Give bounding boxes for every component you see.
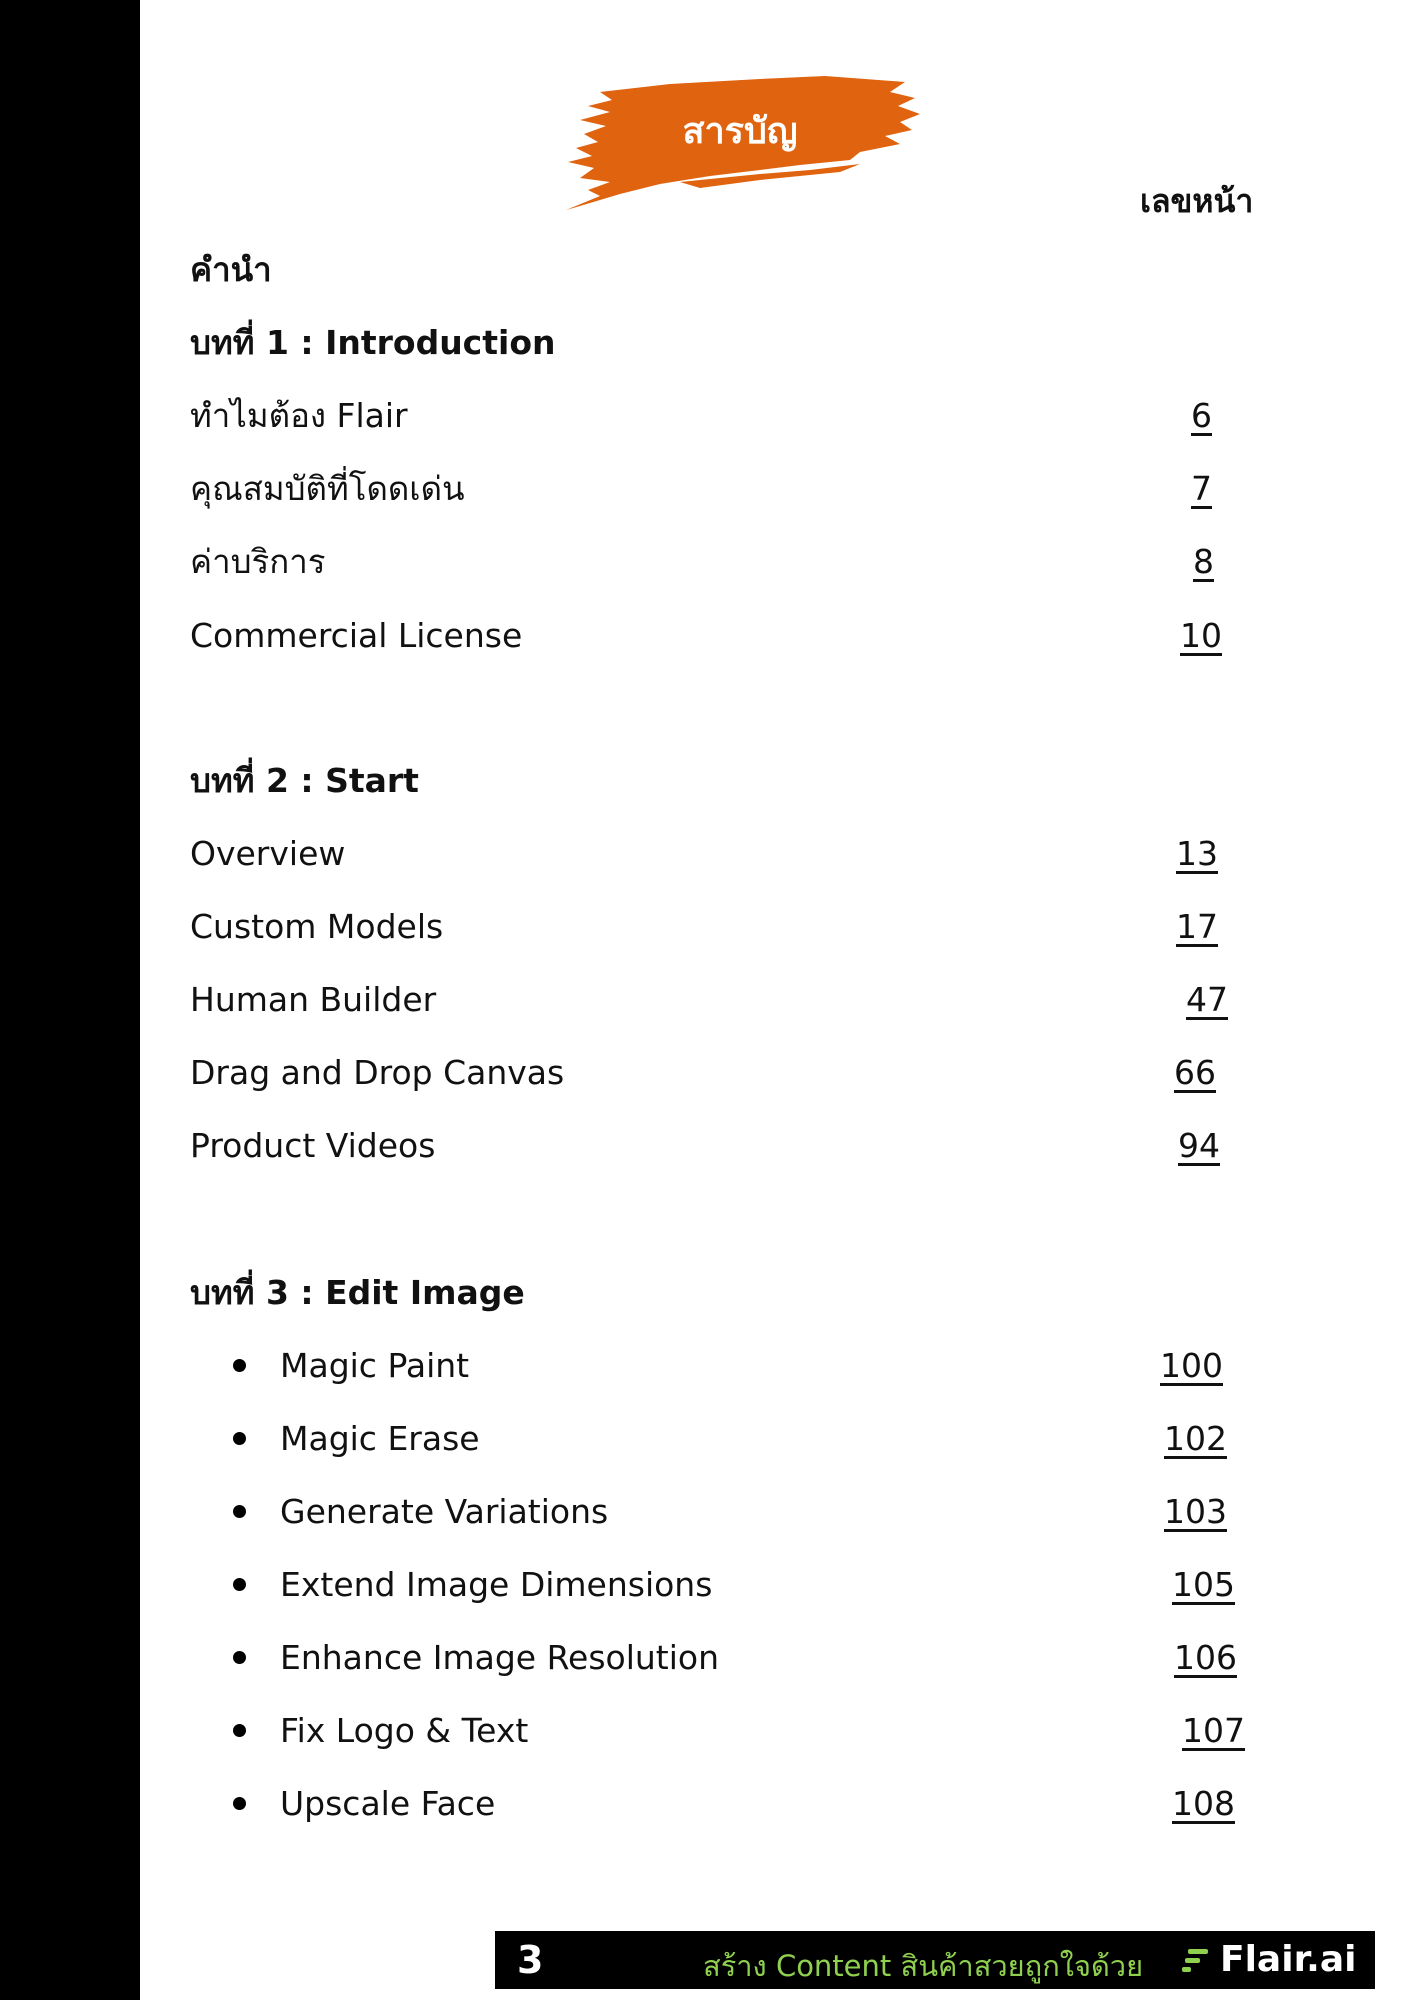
toc-page-drag-drop-canvas[interactable]: 66 bbox=[1174, 1053, 1216, 1092]
toc-item-magic-erase[interactable]: Magic Erase bbox=[280, 1419, 480, 1458]
bullet-icon bbox=[233, 1797, 246, 1810]
toc-item-custom-models[interactable]: Custom Models bbox=[190, 907, 444, 946]
chapter-1-heading[interactable]: บทที่ 1 : Introduction bbox=[190, 323, 556, 362]
toc-page-pricing[interactable]: 8 bbox=[1193, 542, 1214, 581]
page-number-column-header: เลขหน้า bbox=[1140, 182, 1254, 220]
toc-item-human-builder[interactable]: Human Builder bbox=[190, 980, 437, 1019]
toc-item-why-flair[interactable]: ทำไมต้อง Flair bbox=[190, 396, 408, 435]
toc-item-features[interactable]: คุณสมบัติที่โดดเด่น bbox=[190, 469, 465, 508]
toc-item-generate-variations[interactable]: Generate Variations bbox=[280, 1492, 609, 1531]
toc-page-custom-models[interactable]: 17 bbox=[1176, 907, 1218, 946]
toc-page-commercial-license[interactable]: 10 bbox=[1180, 616, 1222, 655]
title-banner bbox=[560, 70, 920, 215]
bullet-icon bbox=[233, 1505, 246, 1518]
toc-page-extend-dimensions[interactable]: 105 bbox=[1172, 1565, 1235, 1604]
bullet-icon bbox=[233, 1359, 246, 1372]
page-title: สารบัญ bbox=[682, 111, 798, 152]
toc-page-product-videos[interactable]: 94 bbox=[1178, 1126, 1220, 1165]
toc-item-pricing[interactable]: ค่าบริการ bbox=[190, 542, 326, 581]
toc-page-features[interactable]: 7 bbox=[1191, 469, 1212, 508]
toc-page-fix-logo-text[interactable]: 107 bbox=[1182, 1711, 1245, 1750]
footer-brand: Flair.ai bbox=[1220, 1939, 1357, 1980]
toc-page-upscale-face[interactable]: 108 bbox=[1172, 1784, 1235, 1823]
bullet-icon bbox=[233, 1651, 246, 1664]
toc-page-generate-variations[interactable]: 103 bbox=[1164, 1492, 1227, 1531]
toc-page-magic-paint[interactable]: 100 bbox=[1160, 1346, 1223, 1385]
toc-item-fix-logo-text[interactable]: Fix Logo & Text bbox=[280, 1711, 529, 1750]
toc-page-magic-erase[interactable]: 102 bbox=[1164, 1419, 1227, 1458]
chapter-3-heading[interactable]: บทที่ 3 : Edit Image bbox=[190, 1273, 525, 1312]
toc-page-enhance-resolution[interactable]: 106 bbox=[1174, 1638, 1237, 1677]
toc-item-overview[interactable]: Overview bbox=[190, 834, 346, 873]
toc-intro[interactable]: คำนำ bbox=[190, 250, 272, 289]
left-black-bar bbox=[0, 0, 140, 2000]
toc-item-drag-drop-canvas[interactable]: Drag and Drop Canvas bbox=[190, 1053, 565, 1092]
bullet-icon bbox=[233, 1432, 246, 1445]
toc-item-magic-paint[interactable]: Magic Paint bbox=[280, 1346, 470, 1385]
flair-logo-icon bbox=[1182, 1947, 1214, 1979]
bullet-icon bbox=[233, 1578, 246, 1591]
footer-page-number: 3 bbox=[517, 1938, 544, 1982]
toc-item-upscale-face[interactable]: Upscale Face bbox=[280, 1784, 496, 1823]
chapter-2-heading[interactable]: บทที่ 2 : Start bbox=[190, 761, 419, 800]
toc-item-product-videos[interactable]: Product Videos bbox=[190, 1126, 436, 1165]
footer-tagline: สร้าง Content สินค้าสวยถูกใจด้วย bbox=[703, 1949, 1144, 1983]
toc-item-extend-dimensions[interactable]: Extend Image Dimensions bbox=[280, 1565, 713, 1604]
footer-bar bbox=[495, 1931, 1375, 1989]
toc-item-enhance-resolution[interactable]: Enhance Image Resolution bbox=[280, 1638, 720, 1677]
toc-page-why-flair[interactable]: 6 bbox=[1191, 396, 1212, 435]
toc-page-overview[interactable]: 13 bbox=[1176, 834, 1218, 873]
toc-page-human-builder[interactable]: 47 bbox=[1186, 980, 1228, 1019]
toc-item-commercial-license[interactable]: Commercial License bbox=[190, 616, 523, 655]
bullet-icon bbox=[233, 1724, 246, 1737]
